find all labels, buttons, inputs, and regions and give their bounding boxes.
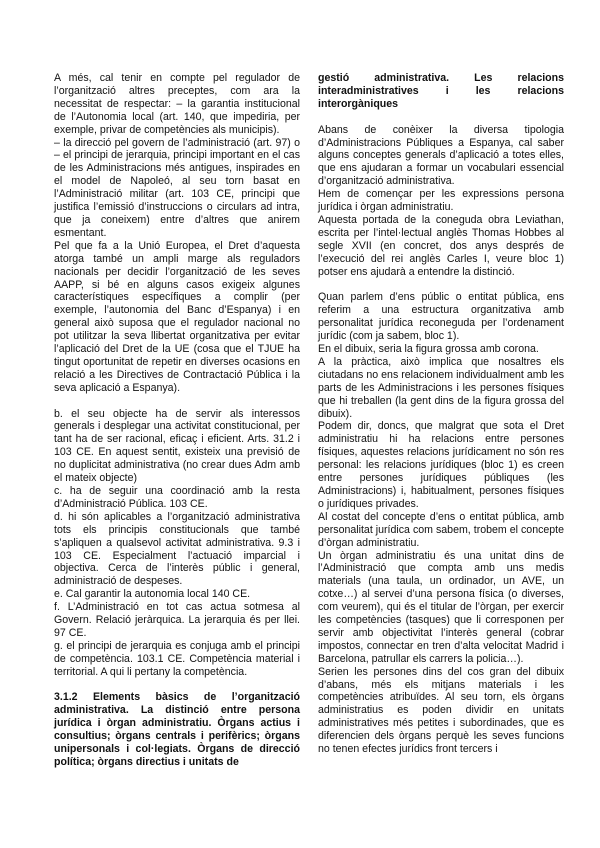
- list-item-d: d. hi són aplicables a l’organització administrativa tots els principis constitucionals que també s’apliquen a qualsevol activitat administrativa. 9.3 i 103 CE. Especialment l’actuació imparcial i objectiva. Cerca de l’interès públic i general, administració de despeses.: [54, 510, 300, 588]
- paragraph: Al costat del concepte d’ens o entitat pública, amb personalitat jurídica com sabem, trobem el concepte d’òrgan administratiu.: [318, 510, 564, 549]
- paragraph: Serien les persones dins del cos gran del dibuix d’abans, més els mitjans materials i les competències atribuïdes. Al seu torn, els òrgans administratius es poden dividir en unitats administratives més petites i subordinades, que es diferencien dels òrgans perquè les seves funcions no tenen efectes jurídics front tercers i: [318, 665, 564, 756]
- paragraph: Aquesta portada de la coneguda obra Leviathan, escrita per l’intel·lectual anglès Thomas Hobbes al segle XVII (en concret, dos anys després de l’execució del rei anglès Carles I, veure bloc 1) potser ens ajudarà a entendre la distinció.: [318, 213, 564, 278]
- list-item-f: f. L’Administració en tot cas actua sotmesa al Govern. Relació jeràrquica. La jerarquia és per llei. 97 CE.: [54, 601, 300, 639]
- paragraph: Quan parlem d’ens públic o entitat pública, ens referim a una estructura organitzativa amb personalitat jurídica reconeguda per l’ordenament jurídic (com ja sabem, bloc 1).: [318, 291, 564, 343]
- paragraph: Hem de començar per les expressions persona jurídica i òrgan administratiu.: [318, 188, 564, 214]
- right-column: [318, 72, 564, 756]
- section-heading-continued: gestió administrativa. Les relacions interadministratives i les relacions interorgàniques: [318, 72, 564, 110]
- left-column: [54, 72, 300, 769]
- paragraph: Pel que fa a la Unió Europea, el Dret d’aquesta atorga també un ampli marge als reguladors nacionals per decidir l’organització de les seves AAPP, si bé en alguns casos exigeix algunes característiques específiques a complir (per exemple, l’autonomia del Banc d’Espanya) i en general això suposa que el regulador nacional no pot utilitzar la seva llibertat organitzativa per evitar l’aplicació del Dret de la UE (cosa que el TJUE ha tingut oportunitat de repetir en diverses ocasions en relació a les Directives de Contractació Pública i la seva aplicació a Espanya).: [54, 239, 300, 394]
- paragraph: Abans de conèixer la diversa tipologia d’Administracions Públiques a Espanya, cal saber alguns conceptes generals d’aplicació a totes elles, que ens ajudaran a formar un vocabulari essencial d’organització administrativa.: [318, 123, 564, 188]
- paragraph: Podem dir, doncs, que malgrat que sota el Dret administratiu hi ha relacions entre persones físiques, aquestes relacions jurídicament no són res personal: les relacions jurídiques (bloc 1) es creen entre persones jurídiques públiques (les Administracions) i, habitualment, persones físiques o jurídiques privades.: [318, 420, 564, 510]
- list-item-c: c. ha de seguir una coordinació amb la resta d’Administració Pública. 103 CE.: [54, 484, 300, 510]
- paragraph: Un òrgan administratiu és una unitat dins de l’Administració que compta amb uns medis materials (una taula, un ordinador, un AVE, un cotxe…) al servei d’una persona física (o diverses, com veurem), qui és el titular de l’òrgan, per exercir les competències (tasques) que li corresponen per servir amb objectivitat l’interès general (cobrar impostos, connectar en tren d’alta velocitat Madrid i Barcelona, patrullar els carrers la policia…).: [318, 549, 564, 665]
- list-item-g: g. el principi de jerarquia es conjuga amb el principi de competència. 103.1 CE. Competència material i territorial. A qui li pertany la competència.: [54, 639, 300, 678]
- section-heading: 3.1.2 Elements bàsics de l’organització administrativa. La distinció entre persona jurídica i òrgan administratiu. Òrgans actius i consultius; òrgans centrals i perifèrics; òrgans unipersonals i col·legiats. Òrgans de direcció política; òrgans directius i unitats de: [54, 691, 300, 768]
- list-item-b: b. el seu objecte ha de servir als interessos generals i desplegar una activitat constitucional, per tant ha de ser racional, eficaç i eficient. Arts. 31.2 i 103 CE. En aquest sentit, existeix una previsió de no duplicitat administrativa (no crear dues Adm amb el mateix objecte): [54, 407, 300, 485]
- list-item-e: e. Cal garantir la autonomia local 140 CE.: [54, 588, 251, 601]
- paragraph: – la direcció pel govern de l’administració (art. 97) o – el principi de jerarquia, principi important en el cas de les Administracions més antigues, inspirades en el model de Napoleó, al seu torn basat en l’Administració militar (art. 103 CE, principi que justifica l’emissió d’instruccions o circulars ad intra, que ja coneixem) entre d’altres que anirem esmentant.: [54, 136, 300, 239]
- paragraph: En el dibuix, seria la figura grossa amb corona.: [318, 343, 539, 355]
- paragraph: A més, cal tenir en compte pel regulador de l’organització altres preceptes, com ara la necessitat de respectar: – la garantia institucional de l’Autonomia local (art. 140, que impediria, per exemple, privar de competències als municipis).: [54, 72, 300, 136]
- paragraph: A la pràctica, això implica que nosaltres els ciutadans no ens relacionem individualment amb les parts de les Administracions i les persones físiques que hi treballen (la gent dins de la figura grossa del dibuix).: [318, 355, 564, 420]
